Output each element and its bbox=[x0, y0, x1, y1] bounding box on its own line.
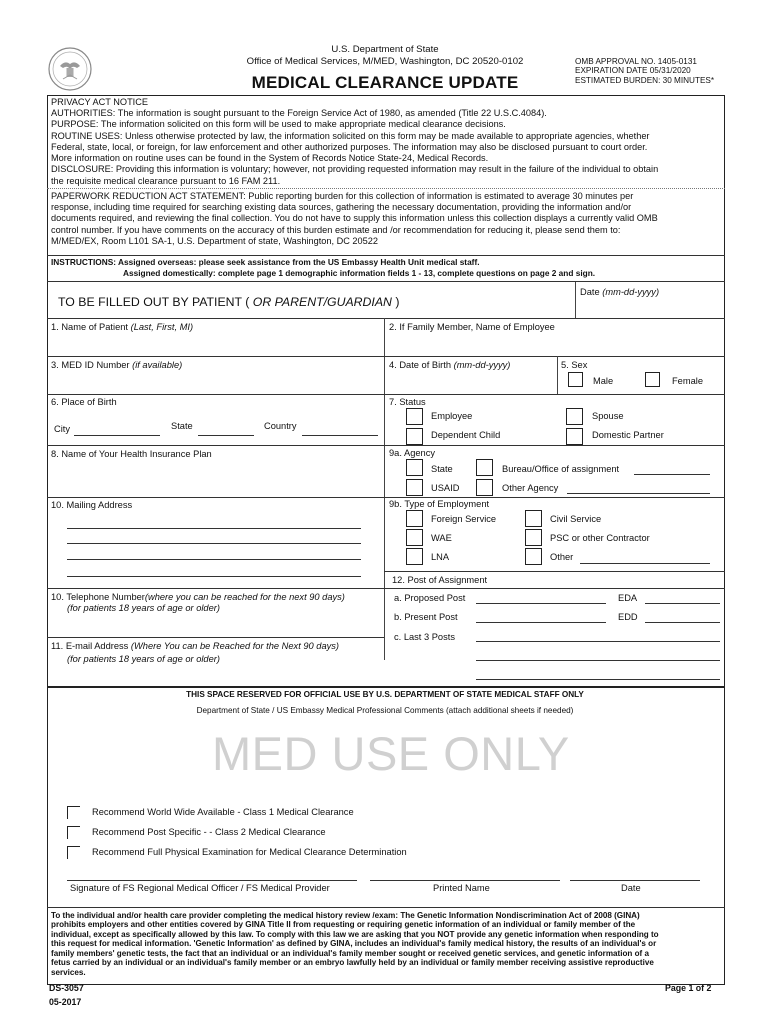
column-divider bbox=[384, 318, 385, 660]
recommend-class1-label: Recommend World Wide Available - Class 1 Medical Clearance bbox=[92, 807, 354, 817]
paperwork-line-2: response, including time required for searching existing data sources, gathering the necessary documentation, providing the information and/or bbox=[51, 202, 632, 213]
field-1-label bbox=[51, 322, 193, 334]
field-11-label bbox=[51, 592, 345, 604]
last-posts-label: c. Last 3 Posts bbox=[394, 632, 455, 642]
medical-comments-label: Department of State / US Embassy Medical Professional Comments (attach additional sheets if needed) bbox=[196, 706, 574, 715]
paperwork-reduction-statement bbox=[51, 191, 719, 247]
printed-name-label: Printed Name bbox=[433, 883, 490, 893]
privacy-disclosure-2: the requisite medical clearance pursuant to 16 FAM 211. bbox=[51, 175, 281, 186]
employment-civil-service-label: Civil Service bbox=[550, 514, 602, 524]
other-agency-label: Other Agency bbox=[502, 483, 559, 493]
label-text: 1. Name of Patient bbox=[51, 322, 131, 332]
employment-wae-label: WAE bbox=[431, 533, 452, 543]
mailing-address-line-2[interactable] bbox=[67, 543, 361, 544]
status-dependent-child-checkbox[interactable] bbox=[406, 428, 423, 445]
gina-line: services. bbox=[51, 967, 86, 977]
paperwork-line-5: M/MED/EX, Room L101 SA-1, U.S. Department of state, Washington, DC 20522 bbox=[51, 235, 378, 246]
agency-usaid-label: USAID bbox=[431, 483, 460, 493]
divider bbox=[47, 907, 725, 908]
divider bbox=[47, 188, 725, 189]
gina-line: individual, except as specifically allowed by this law. To comply with this law we are asking that you NOT provide any genetic information when responding to bbox=[51, 929, 659, 939]
field-2-label: 2. If Family Member, Name of Employee bbox=[389, 322, 555, 332]
last-posts-input-1[interactable] bbox=[476, 641, 720, 642]
recommend-class2-checkbox[interactable] bbox=[67, 826, 80, 839]
label-text: 3. MED ID Number bbox=[51, 360, 133, 370]
recommend-class1-checkbox[interactable] bbox=[67, 806, 80, 819]
estimated-burden: ESTIMATED BURDEN: 30 MINUTES* bbox=[575, 75, 715, 85]
office-name: Office of Medical Services, M/MED, Washington, DC 20520-0102 bbox=[246, 55, 524, 67]
recommend-full-exam-checkbox[interactable] bbox=[67, 846, 80, 859]
divider bbox=[47, 356, 725, 357]
patient-name-input[interactable] bbox=[48, 334, 383, 354]
employment-civil-service-checkbox[interactable] bbox=[525, 510, 542, 527]
official-use-heading: THIS SPACE RESERVED FOR OFFICIAL USE BY U.S. DEPARTMENT OF STATE MEDICAL STAFF ONLY bbox=[186, 690, 584, 699]
printed-name-line[interactable] bbox=[370, 880, 560, 881]
employment-wae-checkbox[interactable] bbox=[406, 529, 423, 546]
paperwork-line-4: control number. If you have comments on the accuracy of this burden estimate and /or recommendation for reducing it, please send them to: bbox=[51, 224, 621, 235]
form-revision-date: 05-2017 bbox=[49, 997, 82, 1007]
date-of-birth-input[interactable] bbox=[386, 372, 556, 392]
city-label: City bbox=[54, 424, 71, 434]
field-13-label bbox=[51, 641, 339, 653]
privacy-disclosure-1: DISCLOSURE: Providing this information is voluntary; however, not providing requested information may result in the failure of the individual to obtain bbox=[51, 164, 659, 175]
divider bbox=[47, 445, 725, 446]
status-employee-checkbox[interactable] bbox=[406, 408, 423, 425]
edd-label: EDD bbox=[618, 612, 638, 622]
sex-male-label: Male bbox=[593, 376, 614, 386]
privacy-authorities: AUTHORITIES: The information is sought pursuant to the Foreign Service Act of 1980, as amended (Title 22 U.S.C.4084). bbox=[51, 108, 547, 119]
privacy-heading: PRIVACY ACT NOTICE bbox=[51, 97, 149, 107]
mailing-address-line-4[interactable] bbox=[67, 576, 361, 577]
divider bbox=[47, 637, 384, 638]
proposed-post-input[interactable] bbox=[476, 603, 606, 604]
state-input[interactable] bbox=[198, 435, 254, 436]
field-8-label: 8. Name of Your Health Insurance Plan bbox=[51, 449, 212, 459]
status-domestic-partner-label: Domestic Partner bbox=[592, 430, 664, 440]
status-dependent-child-label: Dependent Child bbox=[431, 430, 501, 440]
employment-lna-label: LNA bbox=[431, 552, 450, 562]
label-hint: (where you can be reached for the next 90 days) bbox=[144, 592, 345, 602]
divider bbox=[47, 255, 725, 256]
other-agency-input[interactable] bbox=[567, 493, 710, 494]
agency-state-label: State bbox=[431, 464, 453, 474]
divider bbox=[47, 394, 725, 395]
present-post-input[interactable] bbox=[476, 622, 606, 623]
instructions-domestic: Assigned domestically: complete page 1 demographic information fields 1 - 13, complete questions on page 2 and sign. bbox=[123, 268, 596, 278]
med-use-only-watermark: MED USE ONLY bbox=[212, 727, 570, 780]
country-label: Country bbox=[264, 421, 297, 431]
privacy-purpose: PURPOSE: The information solicited on this form will be used to make appropriate medical clearance decisions. bbox=[51, 119, 506, 130]
employment-other-label: Other bbox=[550, 552, 574, 562]
edd-input[interactable] bbox=[645, 622, 720, 623]
country-input[interactable] bbox=[302, 435, 378, 436]
label-hint: (Where You can be Reached for the Next 90 days) bbox=[130, 641, 340, 651]
proposed-post-label: a. Proposed Post bbox=[394, 593, 466, 603]
last-posts-input-2[interactable] bbox=[476, 660, 720, 661]
mailing-address-line-3[interactable] bbox=[67, 559, 361, 560]
signature-label: Signature of FS Regional Medical Officer / FS Medical Provider bbox=[70, 883, 330, 893]
date-label-text: Date bbox=[580, 287, 603, 297]
state-label: State bbox=[171, 421, 193, 431]
expiration-date: EXPIRATION DATE 05/31/2020 bbox=[575, 66, 691, 76]
department-name: U.S. Department of State bbox=[331, 44, 439, 55]
agency-state-checkbox[interactable] bbox=[406, 459, 423, 476]
employment-psc-label: PSC or other Contractor bbox=[550, 533, 650, 543]
divider bbox=[47, 588, 725, 589]
bureau-label: Bureau/Office of assignment bbox=[502, 464, 620, 474]
date-format-hint: (mm-dd-yyyy) bbox=[602, 287, 660, 297]
mailing-address-line-1[interactable] bbox=[67, 528, 361, 529]
divider bbox=[557, 356, 558, 394]
field-7-label: 7. Status bbox=[389, 397, 426, 407]
present-post-label: b. Present Post bbox=[394, 612, 458, 622]
divider bbox=[47, 686, 725, 688]
gina-notice bbox=[51, 911, 721, 977]
page-number: Page 1 of 2 bbox=[665, 983, 712, 993]
agency-other-checkbox[interactable] bbox=[476, 479, 493, 496]
agency-bureau-checkbox[interactable] bbox=[476, 459, 493, 476]
employment-other-checkbox[interactable] bbox=[525, 548, 542, 565]
gina-line: To the individual and/or health care provider completing the medical history review /exam: The Genetic Information Nondiscrimination Act of 2008 (GINA) bbox=[51, 911, 640, 920]
status-spouse-label: Spouse bbox=[592, 411, 624, 421]
paperwork-line-1: PAPERWORK REDUCTION ACT STATEMENT: Public reporting burden for this collection of information is estimated to average 30 minutes per bbox=[51, 191, 634, 201]
privacy-routine-1: ROUTINE USES: Unless otherwise protected by law, the information solicited on this form may be made available to appropriate agencies, whether bbox=[51, 130, 650, 141]
field-6-label: 6. Place of Birth bbox=[51, 397, 117, 407]
telephone-input[interactable] bbox=[48, 615, 383, 635]
form-title: MEDICAL CLEARANCE UPDATE bbox=[251, 72, 519, 92]
agency-usaid-checkbox[interactable] bbox=[406, 479, 423, 496]
label-hint: (Last, First, MI) bbox=[130, 322, 194, 332]
heading-part: ) bbox=[391, 295, 400, 309]
status-employee-label: Employee bbox=[431, 411, 473, 421]
label-text: 11. E-mail Address bbox=[51, 641, 131, 651]
label-hint: (for patients 18 years of age or older) bbox=[67, 654, 220, 664]
med-id-input[interactable] bbox=[48, 372, 383, 392]
form-header bbox=[200, 44, 570, 93]
field-12-label: 12. Post of Assignment bbox=[392, 575, 488, 585]
field-9a-label: 9a. Agency bbox=[389, 448, 436, 458]
field-3-label bbox=[51, 360, 182, 372]
label-text: 4. Date of Birth bbox=[389, 360, 454, 370]
email-input[interactable] bbox=[48, 666, 383, 684]
label-hint: (if available) bbox=[132, 360, 183, 370]
employee-name-input[interactable] bbox=[386, 334, 724, 354]
bureau-input[interactable] bbox=[634, 474, 710, 475]
privacy-routine-3: More information on routine uses can be found in the System of Records Notice State-24, Medical Records. bbox=[51, 153, 489, 164]
employment-psc-checkbox[interactable] bbox=[525, 529, 542, 546]
signature-line[interactable] bbox=[67, 880, 357, 881]
city-input[interactable] bbox=[74, 435, 160, 436]
sex-male-checkbox[interactable] bbox=[568, 372, 583, 387]
omb-number: OMB APPROVAL NO. 1405-0131 bbox=[575, 57, 697, 66]
date-line[interactable] bbox=[570, 880, 700, 881]
field-11-hint-2 bbox=[67, 603, 220, 615]
employment-foreign-service-label: Foreign Service bbox=[431, 514, 497, 524]
field-13-hint-2 bbox=[67, 654, 220, 666]
employment-lna-checkbox[interactable] bbox=[406, 548, 423, 565]
sex-female-checkbox[interactable] bbox=[645, 372, 660, 387]
employment-foreign-service-checkbox[interactable] bbox=[406, 510, 423, 527]
gina-line: fetus carried by an individual or an individual's family member or an embryo lawfully held by an individual or family member receiving assistive reproductive bbox=[51, 958, 654, 968]
paperwork-line-3: documents required, and reviewing the final collection. You do not have to supply this information unless this collection displays a currently valid OMB bbox=[51, 213, 658, 224]
eda-label: EDA bbox=[618, 593, 638, 603]
last-posts-input-3[interactable] bbox=[476, 679, 720, 680]
eda-input[interactable] bbox=[645, 603, 720, 604]
field-4-label bbox=[389, 360, 510, 372]
instructions-overseas: INSTRUCTIONS: Assigned overseas: please seek assistance from the US Embassy Health Unit medical staff. bbox=[51, 257, 480, 267]
divider bbox=[47, 497, 725, 498]
gina-line: this request for medical information. 'Genetic Information' as defined by GINA, includes an individual's family medical history, the results of an individual's or bbox=[51, 939, 657, 949]
recommend-full-exam-label: Recommend Full Physical Examination for Medical Clearance Determination bbox=[92, 847, 407, 857]
form-number: DS-3057 bbox=[49, 983, 84, 993]
divider bbox=[384, 571, 725, 572]
label-hint: (for patients 18 years of age or older) bbox=[67, 603, 220, 613]
field-10-label: 10. Mailing Address bbox=[51, 500, 133, 510]
insurance-plan-input[interactable] bbox=[48, 461, 383, 495]
privacy-routine-2: Federal, state, local, or foreign, for law enforcement and other authorized purposes. The information may also be disclosed pursuant to court order. bbox=[51, 141, 648, 152]
label-text: 10. Telephone Number bbox=[51, 592, 145, 602]
form-date-input[interactable] bbox=[575, 282, 725, 318]
gina-line: prohibits employers and other entities covered by GINA Title II from requesting or requiring genetic information of an individual or family member of the bbox=[51, 920, 636, 930]
heading-part: TO BE FILLED OUT BY PATIENT ( bbox=[58, 295, 253, 309]
label-hint: (mm-dd-yyyy) bbox=[453, 360, 511, 370]
omb-info bbox=[575, 57, 714, 85]
employment-other-input[interactable] bbox=[580, 563, 710, 564]
status-spouse-checkbox[interactable] bbox=[566, 408, 583, 425]
department-seal-icon bbox=[47, 46, 93, 92]
gina-line: family members' genetic tests, the fact that an individual or an individual's family member sought or received genetic services, and genetic information of a bbox=[51, 948, 650, 958]
heading-guardian: OR PARENT/GUARDIAN bbox=[252, 295, 392, 309]
recommend-class2-label: Recommend Post Specific - - Class 2 Medical Clearance bbox=[92, 827, 326, 837]
signature-date-label: Date bbox=[621, 883, 641, 893]
patient-section-heading bbox=[58, 295, 399, 310]
field-9b-label: 9b. Type of Employment bbox=[389, 499, 490, 509]
field-5-label: 5. Sex bbox=[561, 360, 588, 370]
privacy-act-notice bbox=[51, 97, 719, 187]
divider bbox=[47, 318, 725, 319]
sex-female-label: Female bbox=[672, 376, 704, 386]
status-domestic-partner-checkbox[interactable] bbox=[566, 428, 583, 445]
